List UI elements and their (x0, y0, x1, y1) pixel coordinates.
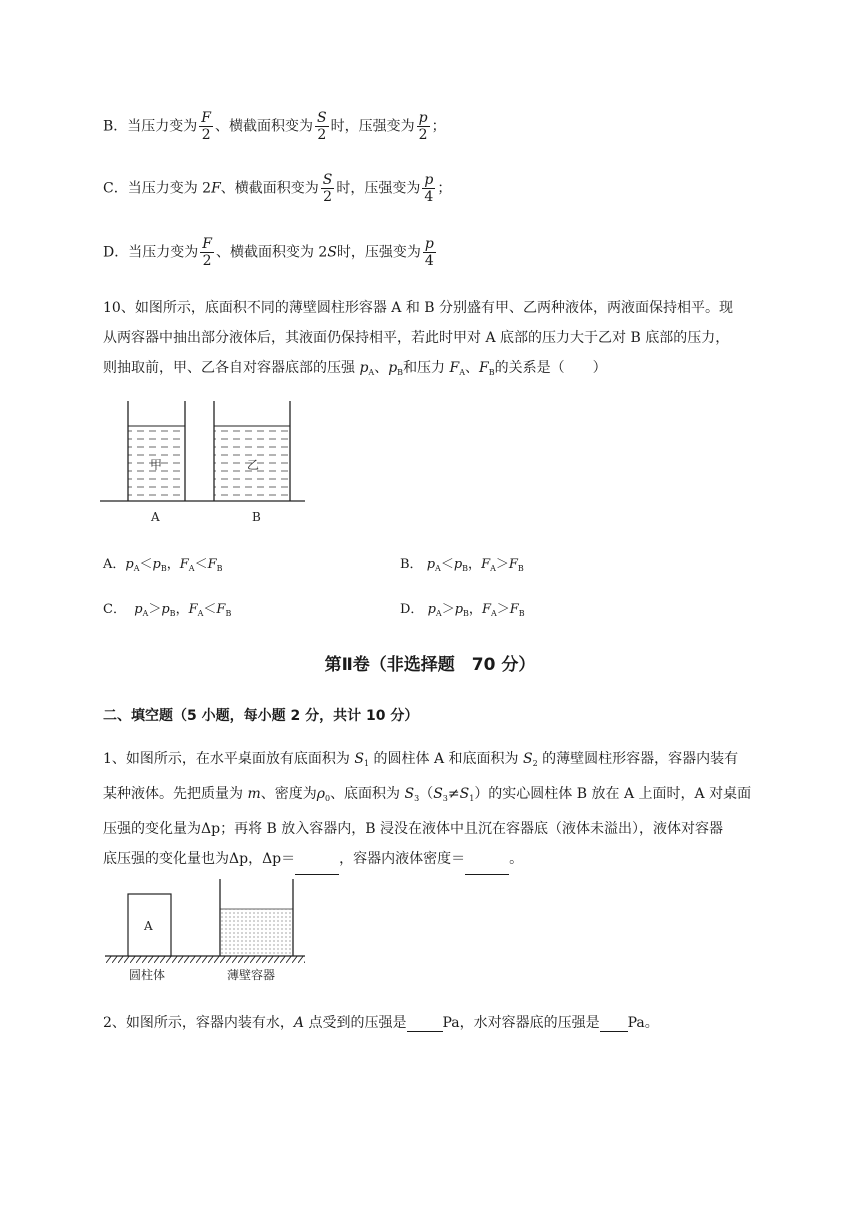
container-liquid (220, 909, 293, 956)
q9-option-d: D．当压力变为 $\frac{F}{2}$ 、横截面积变为 2S时，压强变为 $\frac{p}{4}$ (103, 236, 434, 269)
answer-blank[interactable] (295, 844, 339, 875)
q10-stem: 10、如图所示，底面积不同的薄壁圆柱形容器 A 和 B 分别盛有甲、乙两种液体，两液面保持相平。现 从两容器中抽出部分液体后，其液面仍保持相平，若此时甲对 A 底部的压力大于乙对 B 底部的压力， 则抽取前，甲、乙各自对容器底部的压强 $p_A$、$p_B$和压力 $F_A$、$F_B$的关系是（ ） (103, 300, 734, 377)
q9-option-b: B．当压力变为 $\frac{F}{2}$ 、横截面积变为 $\frac{S}{2}$ 时，压强变为 $\frac{p}{2}$ ； (103, 110, 446, 143)
caption-container: 薄壁容器 (227, 968, 276, 982)
fill2-stem: 2、如图所示，容器内装有水，A 点受到的压强是 Pa，水对容器底的压强是 Pa。 (103, 1015, 659, 1031)
fraction: $\frac{p}{4}$ (424, 236, 434, 269)
fraction: $\frac{S}{2}$ (322, 172, 333, 205)
liquid-b-label: 乙 (247, 458, 260, 472)
q10-containers-figure (100, 395, 305, 530)
container-a-label: A (151, 510, 160, 524)
fraction: $\frac{p}{4}$ (424, 172, 434, 205)
q10-option-a: A．$p_A<p_B$，$F_A<F_B$ (103, 557, 223, 573)
q10-option-c: C． $p_A>p_B$，$F_A<F_B$ (103, 602, 232, 618)
container-b-label: B (252, 510, 261, 524)
fraction: $\frac{F}{2}$ (202, 236, 212, 269)
caption-cylinder: 圆柱体 (129, 968, 166, 982)
section2-heading: 二、填空题（5 小题，每小题 2 分，共计 10 分） (103, 708, 419, 724)
fraction: $\frac{F}{2}$ (201, 110, 212, 143)
fill1-stem: 1、如图所示，在水平桌面放有底面积为 $S_1$ 的圆柱体 A 和底面积为 $S_2$ 的薄壁圆柱形容器，容器内装有 某种液体。先把质量为 m、密度为$\rho_0$、底面积为 $S_3(S_3\ne S_1)$的实心圆柱体 B 放在 A 上面时，A 对桌面 压强的变化量为Δp；再将 B 放入容器内，B 浸没在液体中且沉在容器底（液体未溢出），液体对容器 底压强的变化量也为Δp，Δp＝ ，容器内液体密度＝ 。 (103, 744, 803, 875)
answer-blank[interactable] (600, 1015, 628, 1032)
q9-option-c: C．当压力变为 2F、横截面积变为 $\frac{S}{2}$ 时，压强变为 $\frac{p}{4}$ ； (103, 172, 452, 205)
part2-heading: 第Ⅱ卷（非选择题 70 分） (324, 655, 536, 675)
cylinder-a-label: A (144, 919, 153, 933)
liquid-a-label: 甲 (150, 458, 163, 472)
q10-option-d: D． $p_A>p_B$，$F_A>F_B$ (400, 602, 525, 618)
answer-blank[interactable] (465, 844, 509, 875)
q10-option-b: B． $p_A<p_B$，$F_A>F_B$ (400, 557, 524, 573)
fraction: $\frac{p}{2}$ (418, 110, 428, 143)
fraction: $\frac{S}{2}$ (317, 110, 327, 143)
fill1-figure (100, 875, 310, 985)
answer-blank[interactable] (407, 1015, 443, 1032)
